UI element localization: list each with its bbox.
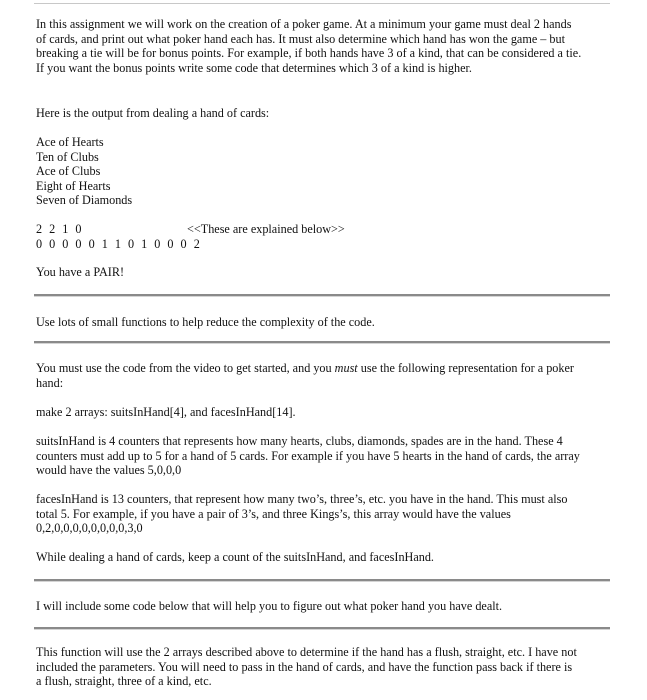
card-item: Ace of Clubs — [36, 164, 101, 179]
top-border — [34, 3, 610, 4]
card-item: Eight of Hearts — [36, 178, 111, 193]
card-item: Seven of Diamonds — [36, 193, 133, 208]
suits-desc-line: suitsInHand is 4 counters that represents how many hearts, clubs, diamonds, spades are in the hand. These 4 — [36, 434, 563, 448]
explained-note: <<These are explained below>> — [187, 222, 345, 236]
faces-desc-line: total 5. For example, if you have a pair of 3’s, and three Kings’s, this array would have the values — [36, 506, 511, 521]
function-desc-line: a flush, straight, three of a kind, etc. — [36, 674, 212, 689]
section-divider — [34, 627, 610, 630]
suits-count-line: 2 2 1 0 — [36, 222, 84, 236]
card-item: Ace of Hearts — [36, 135, 104, 149]
dealing-note: While dealing a hand of cards, keep a count of the suitsInHand, and facesInHand. — [36, 550, 434, 564]
function-description — [36, 645, 608, 689]
intro-line: In this assignment we will work on the creation of a poker game. At a minimum your game must deal 2 hands — [36, 17, 572, 31]
representation-line: hand: — [36, 375, 64, 390]
output-intro: Here is the output from dealing a hand of cards: — [36, 106, 270, 120]
function-desc-line: included the parameters. You will need to pass in the hand of cards, and have the function pass back if there is — [36, 659, 573, 674]
intro-paragraph — [36, 17, 608, 75]
card-list — [36, 135, 608, 208]
faces-description — [36, 492, 608, 536]
include-note: I will include some code below that will help you to figure out what poker hand you have dealt. — [36, 599, 503, 613]
functions-note: Use lots of small functions to help reduce the complexity of the code. — [36, 315, 375, 329]
section-divider — [34, 579, 610, 582]
section-divider — [34, 294, 610, 297]
suits-description — [36, 434, 608, 478]
suits-desc-line: counters must add up to 5 for a hand of 5 cards. For example if you have 5 hearts in the hand of cards, the array — [36, 448, 580, 463]
representation-suffix: use the following representation for a poker — [357, 361, 574, 375]
function-desc-line: This function will use the 2 arrays described above to determine if the hand has a flush, straight, etc. I have not — [36, 645, 577, 659]
representation-paragraph — [36, 361, 608, 390]
intro-line: breaking a tie will be for bonus points. For example, if both hands have 3 of a kind, that can be considered a tie. — [36, 46, 582, 61]
card-item: Ten of Clubs — [36, 149, 99, 164]
result-text: You have a PAIR! — [36, 265, 125, 279]
faces-desc-line: 0,2,0,0,0,0,0,0,0,0,3,0 — [36, 521, 143, 536]
intro-line: of cards, and print out what poker hand each has. It must also determine which hand has won the game – but — [36, 31, 565, 46]
representation-emphasis: must — [334, 361, 358, 375]
intro-line: If you want the bonus points write some code that determines which 3 of a kind is higher. — [36, 60, 472, 75]
representation-line — [36, 361, 608, 376]
suits-desc-line: would have the values 5,0,0,0 — [36, 463, 182, 478]
arrays-line: make 2 arrays: suitsInHand[4], and facesInHand[14]. — [36, 405, 296, 419]
section-divider — [34, 341, 610, 344]
faces-count-line: 0 0 0 0 0 1 1 0 1 0 0 0 2 — [36, 236, 202, 251]
representation-prefix: You must use the code from the video to get started, and you — [36, 361, 335, 375]
faces-desc-line: facesInHand is 13 counters, that represent how many two’s, three’s, etc. you have in the hand. This must also — [36, 492, 568, 506]
